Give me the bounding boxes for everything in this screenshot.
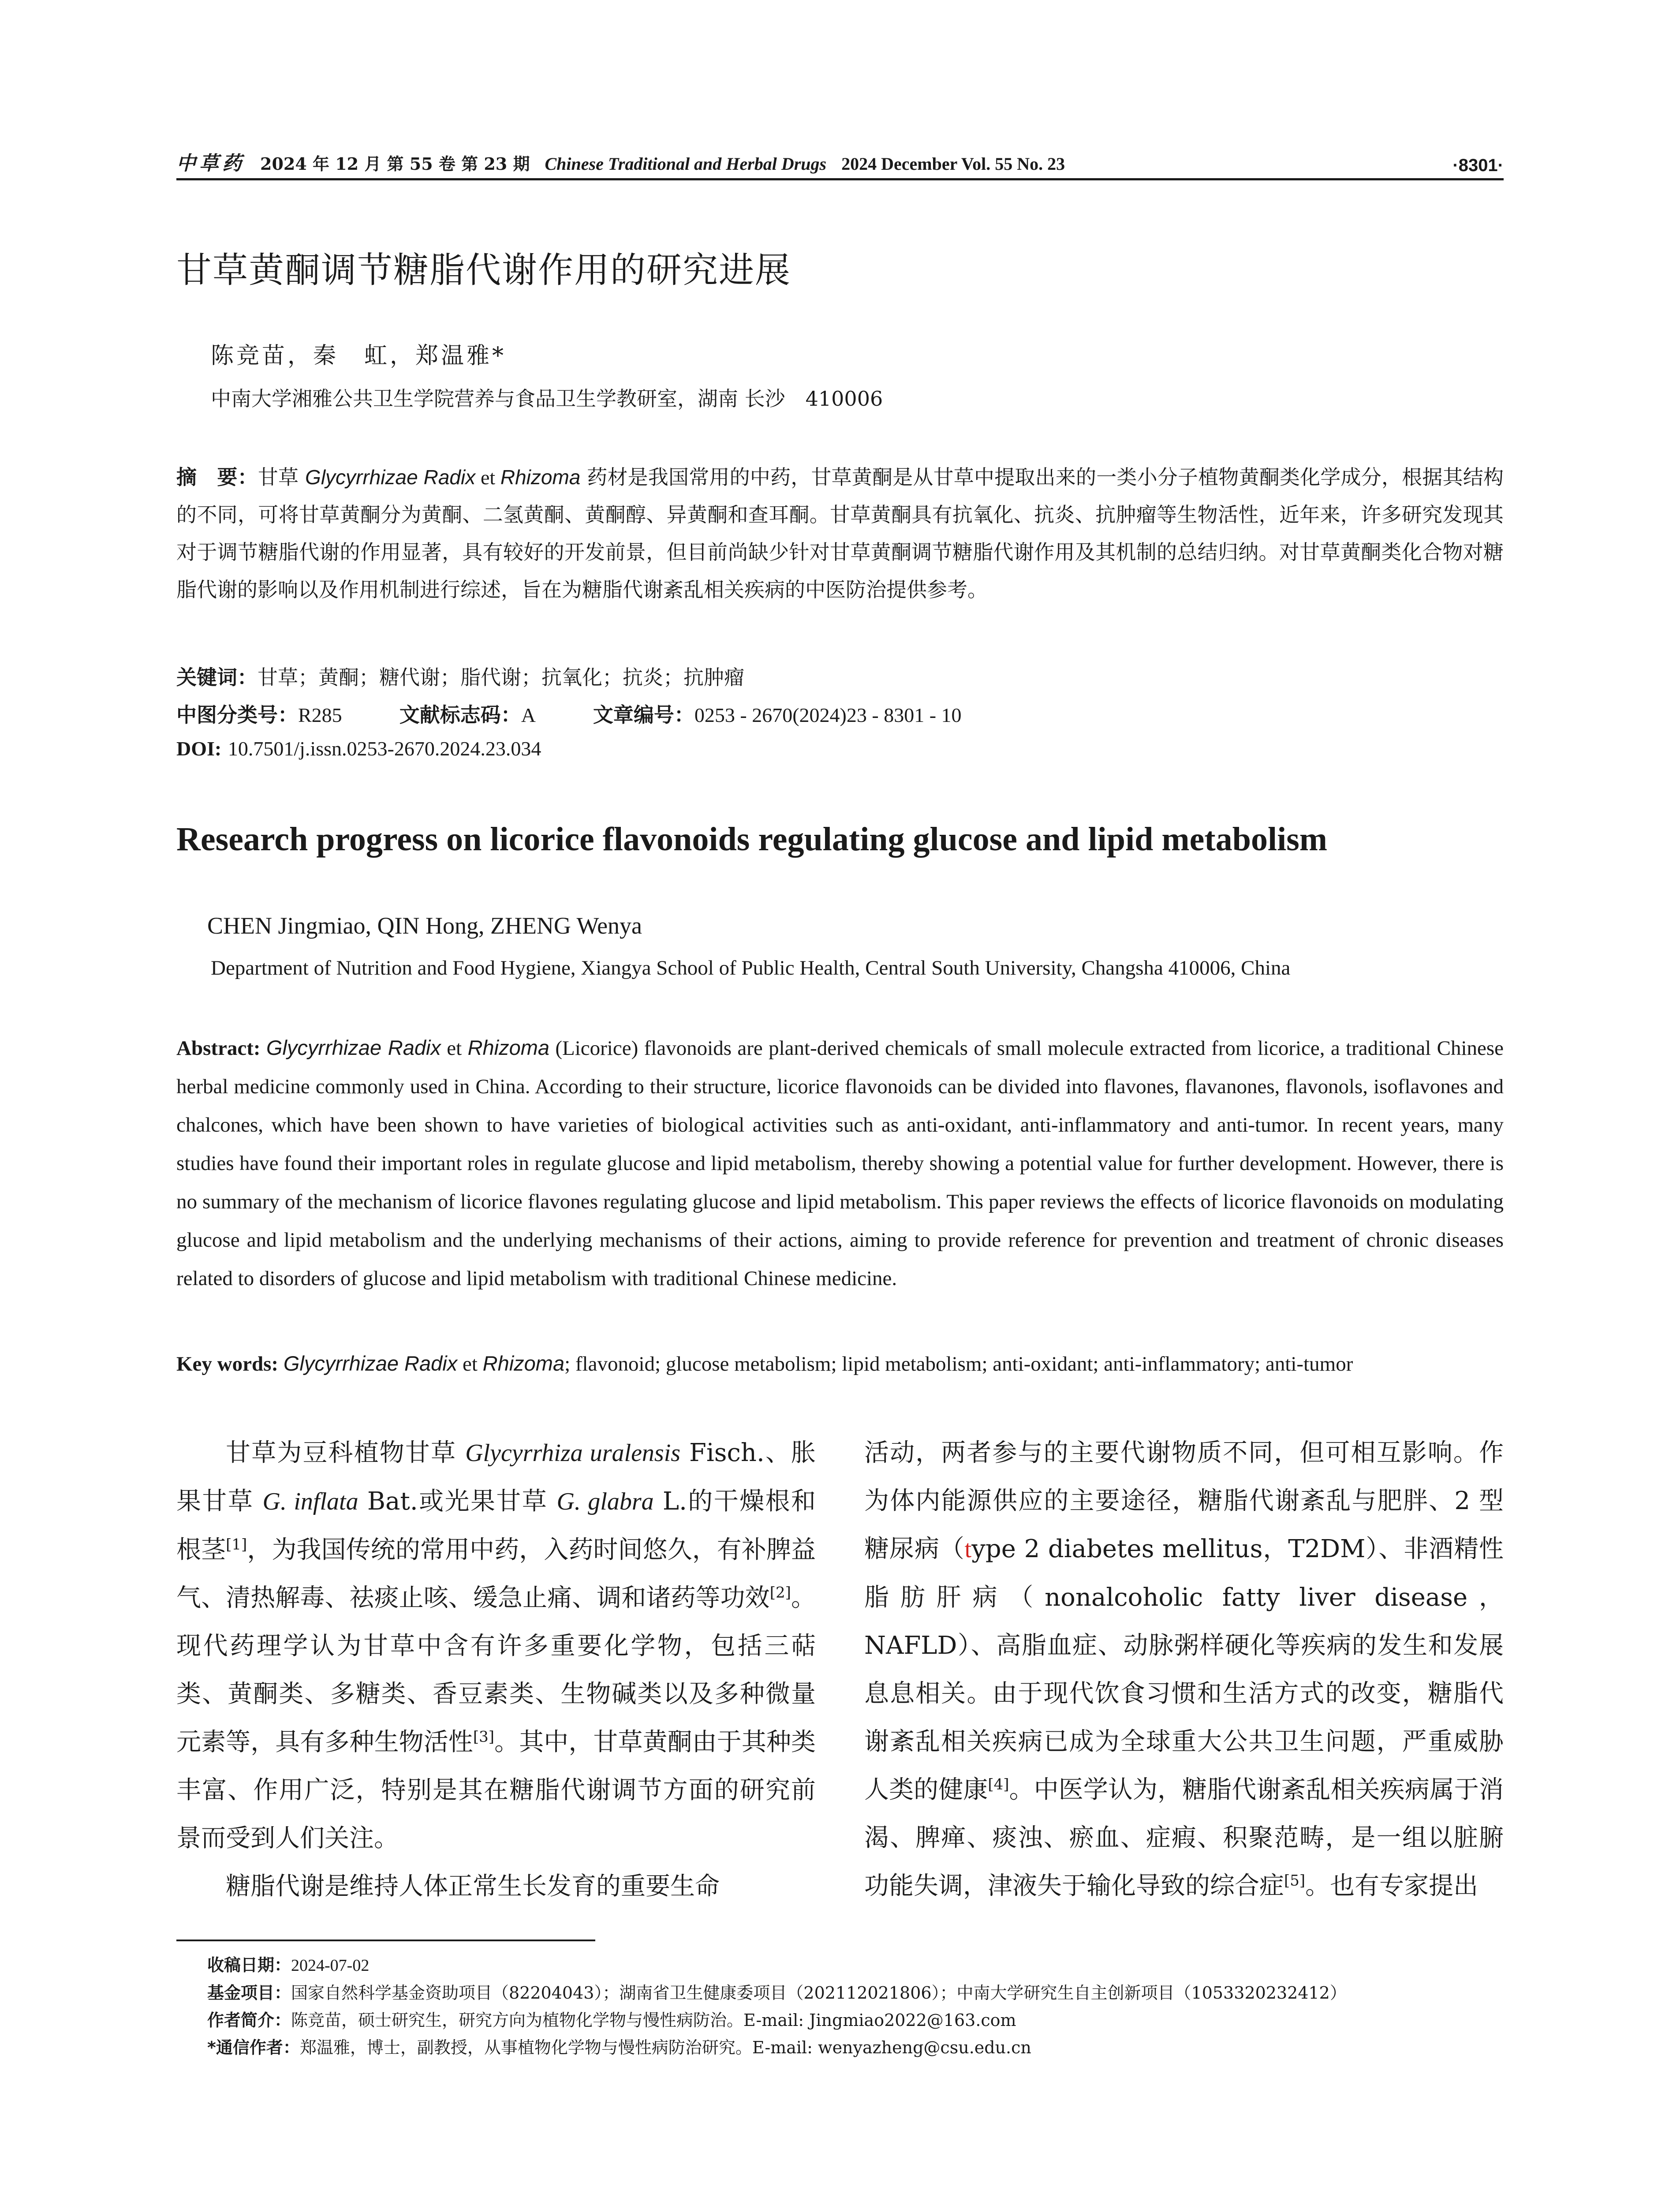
clc-label: 中图分类号： xyxy=(176,703,298,727)
body-text: 。现代药理学认为甘草中含有许多重要化学物，包括三萜类、黄酮类、多糖类、香豆素类、生物碱类以及多种微量元素等，具有多种生物活性 xyxy=(176,1584,816,1757)
abstract-cn-latin2: Rhizoma xyxy=(500,466,581,489)
keywords-en xyxy=(176,1344,1504,1383)
footnote-corresponding xyxy=(207,2034,1530,2061)
abstract-en-latin2: Rhizoma xyxy=(467,1036,550,1059)
citation-ref[interactable]: [4] xyxy=(988,1775,1009,1794)
body-paragraph-1 xyxy=(176,1429,816,1862)
authors-cn: 陈竞苗，秦 虹，郑温雅* xyxy=(211,343,507,369)
page-number: ·8301· xyxy=(1452,156,1504,175)
doi-row xyxy=(176,736,541,760)
keywords-cn-value: 甘草；黄酮；糖代谢；脂代谢；抗氧化；抗炎；抗肿瘤 xyxy=(258,665,744,689)
body-text: 甘草为豆科植物甘草 xyxy=(226,1439,466,1467)
doi-value[interactable]: 10.7501/j.issn.0253-2670.2024.23.034 xyxy=(228,737,541,760)
article-number-label: 文章编号： xyxy=(593,703,694,727)
abstract-en-latin: Glycyrrhizae Radix xyxy=(266,1036,441,1059)
keywords-cn xyxy=(176,662,744,691)
citation-ref[interactable]: [5] xyxy=(1284,1872,1306,1890)
body-text: 。也有专家提出 xyxy=(1305,1872,1478,1900)
running-header-left xyxy=(176,147,1065,176)
footnote-text: 国家自然科学基金资助项目（82204043）；湖南省卫生健康委项目（202112021806）；中南大学研究生自主创新项目（1053320232412） xyxy=(291,1983,1347,2003)
issue-info-en: 2024 December Vol. 55 No. 23 xyxy=(841,154,1065,174)
running-header xyxy=(176,140,1504,180)
citation-ref[interactable]: [2] xyxy=(769,1584,791,1602)
abstract-en-et: et xyxy=(441,1037,468,1060)
body-text: 活动，两者参与的主要代谢物质不同，但可相互影响。作为体内能源供应的主要途径，糖脂代谢紊乱与肥胖、2 型糖尿病（ xyxy=(864,1439,1504,1563)
species-name: G. glabra xyxy=(556,1488,654,1515)
highlighted-letter: t xyxy=(964,1536,972,1563)
footnote-author xyxy=(207,2007,1530,2034)
body-text: ype 2 diabetes mellitus，T2DM）、非酒精性脂肪肝病（nonalcoholic fatty liver disease，NAFLD）、高脂血症、动脉粥样硬化等疾病的发生和发展息息相关。由于现代饮食习惯和生活方式的改变，糖脂代谢紊乱相关疾病已成为全球重大公共卫生问题，严重威胁人类的健康 xyxy=(864,1535,1504,1804)
body-text: Fisch.、胀果甘草 xyxy=(176,1439,816,1516)
article-number-item xyxy=(593,699,962,728)
body-paragraph-continued xyxy=(864,1429,1504,1910)
footnote-fund xyxy=(207,1979,1530,2007)
abstract-cn-et: et xyxy=(475,466,500,489)
body-column-right xyxy=(864,1429,1504,1910)
species-name: Glycyrrhiza uralensis xyxy=(465,1439,681,1467)
clc-item xyxy=(176,699,342,728)
affiliation-en: Department of Nutrition and Food Hygiene, Xiangya School of Public Health, Central South University, Changsha 410006, China xyxy=(211,957,1291,979)
footnote-label: 基金项目： xyxy=(207,1983,291,2003)
footnote-label: *通信作者： xyxy=(207,2038,300,2057)
journal-name-en: Chinese Traditional and Herbal Drugs xyxy=(545,154,827,174)
footnote-label: 作者简介： xyxy=(207,2011,291,2030)
body-text: 。中医学认为，糖脂代谢紊乱相关疾病属于消渴、脾瘅、痰浊、瘀血、症瘕、积聚范畴，是一组以脏腑功能失调，津液失于输化导致的综合症 xyxy=(864,1775,1504,1900)
body-text: 。其中，甘草黄酮由于其种类丰富、作用广泛，特别是其在糖脂代谢调节方面的研究前景而受到人们关注。 xyxy=(176,1728,816,1853)
doc-code-item xyxy=(399,699,536,728)
footnote-text: 郑温雅，博士，副教授，从事植物化学物与慢性病防治研究。E-mail: wenyazheng@csu.edu.cn xyxy=(299,2038,1031,2057)
doi-label: DOI: xyxy=(176,737,222,760)
issue-info-cn: 2024 年 12 月 第 55 卷 第 23 期 xyxy=(260,154,530,174)
title-en: Research progress on licorice flavonoids regulating glucose and lipid metabolism xyxy=(176,821,1328,858)
footnote-received xyxy=(207,1951,1530,1979)
abstract-cn-latin: Glycyrrhizae Radix xyxy=(305,466,476,489)
abstract-cn-body: 药材是我国常用的中药，甘草黄酮是从甘草中提取出来的一类小分子植物黄酮类化学成分，根据其结构的不同，可将甘草黄酮分为黄酮、二氢黄酮、黄酮醇、异黄酮和查耳酮。甘草黄酮具有抗氧化、抗炎、抗肿瘤等生物活性，近年来，许多研究发现其对于调节糖脂代谢的作用显著，具有较好的开发前景，但目前尚缺少针对甘草黄酮调节糖脂代谢作用及其机制的总结归纳。对甘草黄酮类化合物对糖脂代谢的影响以及作用机制进行综述，旨在为糖脂代谢紊乱相关疾病的中医防治提供参考。 xyxy=(176,465,1504,602)
citation-ref[interactable]: [3] xyxy=(473,1728,495,1746)
abstract-en xyxy=(176,1028,1504,1298)
article-number-value: 0253 - 2670(2024)23 - 8301 - 10 xyxy=(694,704,962,726)
abstract-cn-pre: 甘草 xyxy=(258,465,306,489)
keywords-en-rest: ; flavonoid; glucose metabolism; lipid metabolism; anti-oxidant; anti-inflammatory; anti-tumor xyxy=(564,1353,1353,1375)
authors-en: CHEN Jingmiao, QIN Hong, ZHENG Wenya xyxy=(207,912,642,939)
keywords-en-latin2: Rhizoma xyxy=(482,1352,565,1375)
abstract-en-label: Abstract: xyxy=(176,1037,261,1060)
species-name: G. inflata xyxy=(262,1488,358,1515)
keywords-cn-label: 关键词： xyxy=(176,665,258,689)
abstract-en-body: (Licorice) flavonoids are plant-derived chemicals of small molecule extracted from licorice, a traditional Chinese herbal medicine commonly used in China. According to their structure, licorice flavonoids can be divided into flavones, flavanones, flavonols, isoflavones and chalcones, which have been shown to have varieties of biological activities such as anti-oxidant, anti-inflammatory and anti-tumor. In recent years, many studies have found their important roles in regulate glucose and lipid metabolism, thereby showing a potential value for further development. However, there is no summary of the mechanism of licorice flavones regulating glucose and lipid metabolism. This paper reviews the effects of licorice flavonoids on modulating glucose and lipid metabolism and the underlying mechanisms of their actions, aiming to provide reference for prevention and treatment of chronic diseases related to disorders of glucose and lipid metabolism with traditional Chinese medicine. xyxy=(176,1037,1504,1290)
affiliation-cn: 中南大学湘雅公共卫生学院营养与食品卫生学教研室，湖南 长沙 410006 xyxy=(211,387,883,411)
body-text: ，为我国传统的常用中药，入药时间悠久，有补脾益气、清热解毒、祛痰止咳、缓急止痛、调和诸药等功效 xyxy=(176,1536,816,1612)
keywords-en-latin: Glycyrrhizae Radix xyxy=(283,1352,458,1375)
title-cn: 甘草黄酮调节糖脂代谢作用的研究进展 xyxy=(176,250,791,291)
abstract-cn-label: 摘 要： xyxy=(176,465,258,489)
body-column-left xyxy=(176,1429,816,1910)
body-paragraph-2: 糖脂代谢是维持人体正常生长发育的重要生命 xyxy=(226,1872,720,1901)
footnote-divider xyxy=(176,1940,595,1941)
abstract-cn xyxy=(176,459,1504,609)
body-text: L.的干燥根和根茎 xyxy=(176,1487,816,1564)
footnotes xyxy=(207,1951,1530,2061)
keywords-en-label: Key words: xyxy=(176,1353,279,1375)
keywords-en-et: et xyxy=(457,1353,483,1375)
classification-row xyxy=(176,699,1019,728)
footnote-label: 收稿日期： xyxy=(207,1955,291,1975)
doc-code-value: A xyxy=(521,704,536,726)
footnote-text: 2024-07-02 xyxy=(291,1956,370,1975)
clc-value: R285 xyxy=(298,704,342,726)
journal-name-cn: 中草药 xyxy=(176,152,245,175)
citation-ref[interactable]: [1] xyxy=(226,1536,247,1554)
footnote-text: 陈竞苗，硕士研究生，研究方向为植物化学物与慢性病防治。E-mail: Jingmiao2022@163.com xyxy=(291,2011,1016,2030)
doc-code-label: 文献标志码： xyxy=(399,703,521,727)
body-text: Bat.或光果甘草 xyxy=(358,1487,557,1516)
